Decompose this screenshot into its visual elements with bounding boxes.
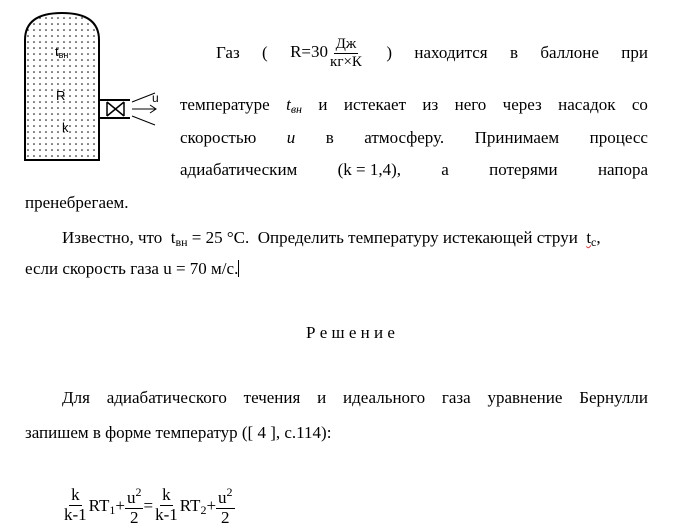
cylinder-body [25,13,99,160]
intro-line-5: пренебрегаем. [25,193,129,212]
jet-lower [132,116,155,125]
intro-line-1: Газ ( R=30 $\frac{Дж}{кг\times К}$ ) находится в баллоне при [216,36,648,70]
figure-label-r: R [56,88,66,103]
text-cursor [238,260,239,277]
bernoulli-equation: $\frac{k}{k-1}$ $RT_1$ + $\frac{u^2}{2}$ = $\frac{k}{k-1}$ $RT_2$ + $\frac{u^2}{2}$ [64,485,233,527]
intro-line-4: адиабатическим (k = 1,4), а потерями напора [180,160,648,179]
intro-line-3: скоростью u в атмосферу. Принимаем процесс [180,128,648,147]
valve-icon [107,102,124,116]
figure-label-t: tвн [55,44,69,60]
given-line-1: Известно, что $t_{вн} = 25$ °С. Определить температуру истекающей струи $t_с$, [62,228,601,249]
cylinder-figure [20,10,170,165]
figure-label-u: u [152,91,159,105]
intro-line-2: температуре $t_{вн}$ и истекает из него через насадок со [180,95,648,116]
solution-line-2: запишем в форме температур ([ 4 ], с.114): [25,423,332,442]
arrow-icon [132,105,156,113]
given-line-2: если скорость газа u = 70 м/с. [25,259,239,278]
solution-line-1: Для адиабатического течения и идеального газа уравнение Бернулли [62,388,648,407]
solution-heading: Р е ш е н и е [306,323,395,342]
gas-constant: R=30 $\frac{Дж}{кг\times К}$ [290,36,362,70]
figure-label-k: k [62,120,69,135]
